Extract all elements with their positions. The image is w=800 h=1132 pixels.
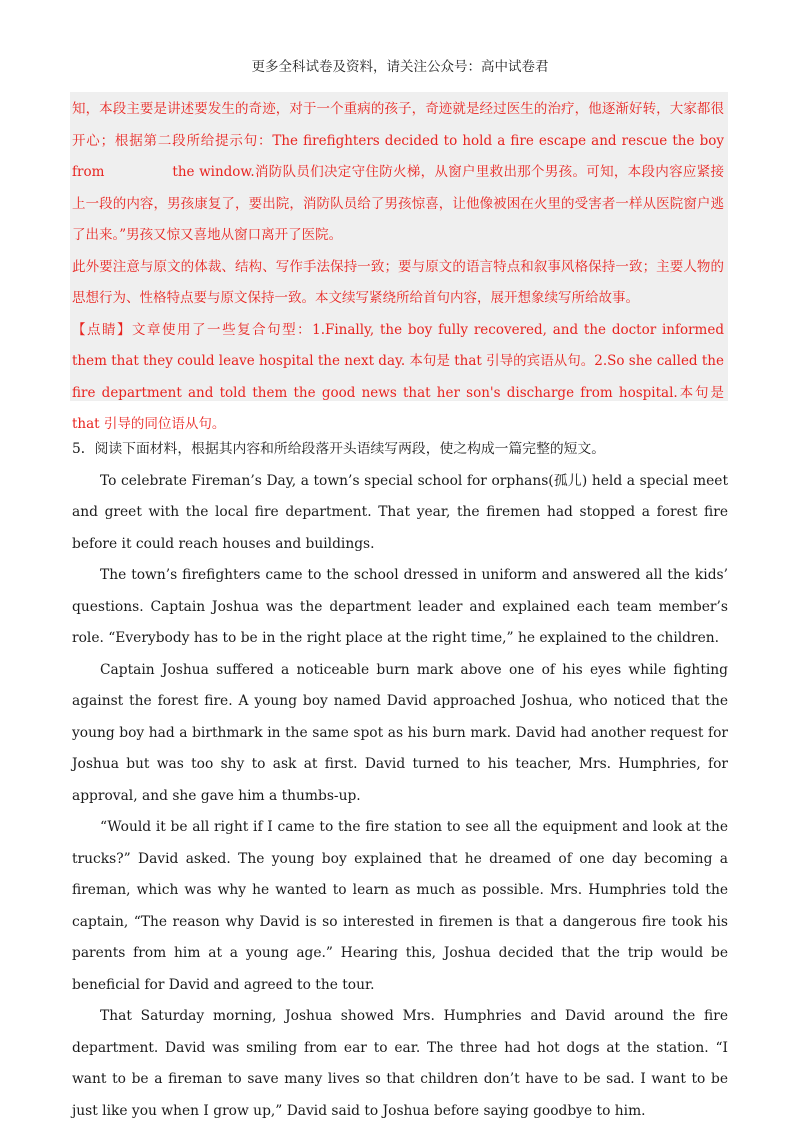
- story-paragraph: The town’s firefighters came to the school dressed in uniform and answered all the kids’ questions. Captain Joshua was the department leader and explained each team member’s role. “Everybody has to be in the right place at the right time,” he explained to the children.: [72, 567, 728, 646]
- answer-paragraph-1-part-b: the window.消防队员们决定守住防火梯，从窗户里救出那个男孩。可知，本段内容应紧接上一段的内容，男孩康复了，要出院，消防队员给了男孩惊喜，让他像被困在火里的受害者一样从医院窗户逃了出来。”男孩又惊又喜地从窗口离开了医院。: [72, 164, 724, 243]
- page-header: 更多全科试卷及资料，请关注公众号：高中试卷君: [251, 59, 549, 75]
- answer-paragraph-2: 此外要注意与原文的体裁、结构、写作手法保持一致；要与原文的语言特点和叙事风格保持一致；主要人物的思想行为、性格特点要与原文保持一致。本文续写紧绕所给首句内容，展开想象续写所给故事。: [72, 258, 724, 306]
- story-paragraph: Captain Joshua suffered a noticeable burn mark above one of his eyes while fighting against the forest fire. A young boy named David approached Joshua, who noticed that the young boy had a birthmark in the same spot as his burn mark. David had another request for Joshua but was too shy to ask at first. David turned to his teacher, Mrs. Humphries, for approval, and she gave him a thumbs-up.: [72, 661, 728, 804]
- question-5: [72, 434, 728, 1127]
- answer-paragraph-3: 【点睛】文章使用了一些复合句型：1.Finally, the boy fully recovered, and the doctor informed them that they could leave hospital the next day. 本句是 that 引导的宾语从句。2.So she called the fire department and told them the good news that her son's discharge from hospital.本句是 that 引导的同位语从句。: [72, 321, 724, 432]
- answer-paragraph-1: [72, 94, 724, 252]
- story-paragraph: To celebrate Fireman’s Day, a town’s special school for orphans(孤儿) held a special meet and greet with the local fire department. That year, the firemen had stopped a forest fire before it could reach houses and buildings.: [72, 472, 728, 552]
- answer-paragraph-1-part-a: 知，本段主要是讲述要发生的奇迹，对于一个重病的孩子，奇迹就是经过医生的治疗，他逐渐好转，大家都很开心；根据第二段所给提示句：The firefighters decided to hold a fire escape and rescue the boy from: [72, 101, 724, 180]
- story-paragraph: “Would it be all right if I came to the fire station to see all the equipment and look at the trucks?” David asked. The young boy explained that he dreamed of one day becoming a fireman, which was why he wanted to learn as much as possible. Mrs. Humphries told the captain, “The reason why David is so interested in firemen is that a dangerous fire took his parents from him at a young age.” Hearing this, Joshua decided that the trip would be beneficial for David and agreed to the tour.: [72, 819, 728, 993]
- answer-analysis-box: [70, 92, 728, 432]
- story-paragraph: That Saturday morning, Joshua showed Mrs. Humphries and David around the fire department. David was smiling from ear to ear. The three had hot dogs at the station. “I want to be a fireman to save many lives so that children don’t have to be sad. I want to be just like you when I grow up,” David said to Joshua before saying goodbye to him.: [72, 1008, 728, 1119]
- question-title: 5．阅读下面材料，根据其内容和所给段落开头语续写两段，使之构成一篇完整的短文。: [72, 441, 606, 457]
